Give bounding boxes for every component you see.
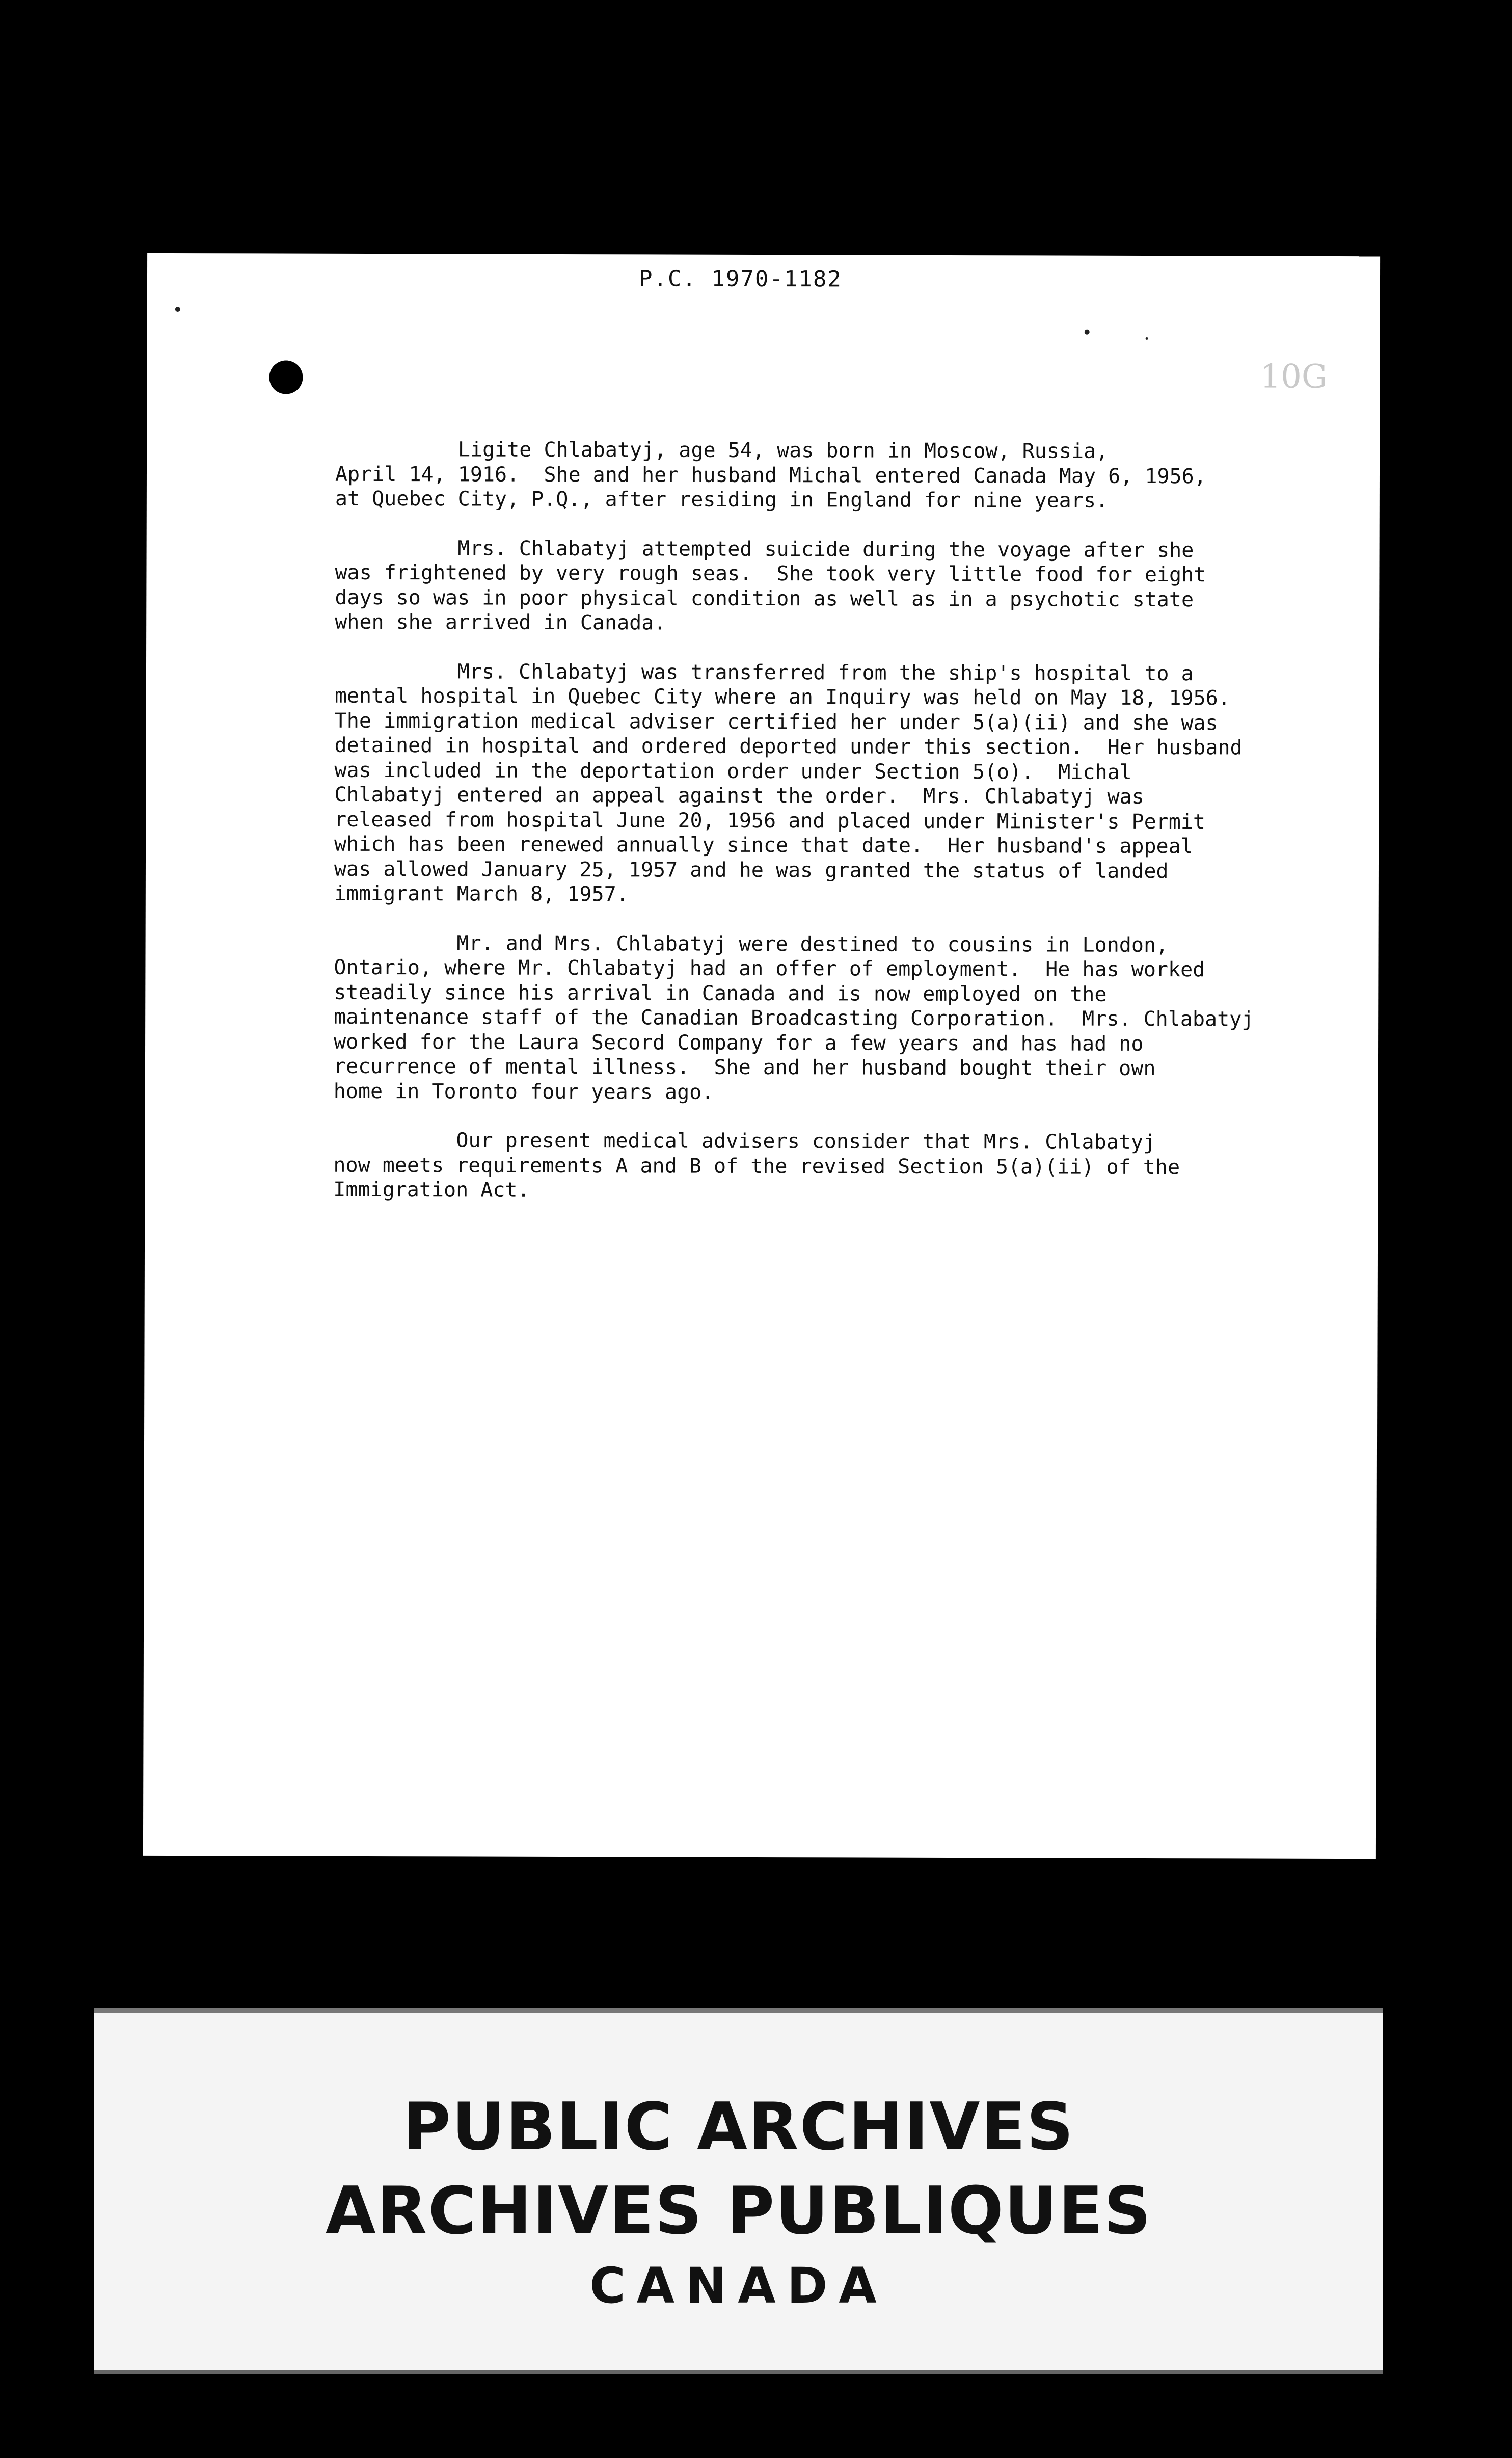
punch-hole bbox=[269, 360, 303, 394]
speck bbox=[1146, 337, 1148, 340]
paragraph: Mrs. Chlabatyj attempted suicide during the voyage after she was frightened by very rough seas. She took very little food for eight days so was in poor physical condition as well as in a psychotic state when she arrived in Canada. bbox=[335, 536, 1206, 635]
paragraph: Mrs. Chlabatyj was transferred from the ship's hospital to a mental hospital in Quebec City where an Inquiry was held on May 18, 1956. The immigration medical adviser certified her under 5(a)(ii) and she was detained in hospital and ordered deported under this section. Her husband was included in the deportation order under Section 5(o). Michal Chlabatyj entered an appeal against the order. Mrs. Chlabatyj was released from hospital June 20, 1956 and placed under Minister's Permit which has been renewed annually since that date. Her husband's appeal was allowed January 25, 1957 and he was granted the status of landed immigrant March 8, 1957. bbox=[334, 659, 1243, 906]
document-header: P.C. 1970-1182 bbox=[638, 265, 842, 292]
speck bbox=[175, 307, 180, 312]
document-page bbox=[143, 253, 1380, 1859]
stamp-line: CANADA bbox=[589, 2257, 888, 2314]
speck bbox=[1085, 330, 1090, 335]
archives-stamp bbox=[94, 2008, 1383, 2374]
document-body bbox=[333, 437, 1254, 1229]
paragraph: Mr. and Mrs. Chlabatyj were destined to cousins in London, Ontario, where Mr. Chlabatyj had an offer of employment. He has worked steadily since his arrival in Canada and is now employed on the maintenance staff of the Canadian Broadcasting Corporation. Mrs. Chlabatyj worked for the Laura Secord Company for a few years and has had no recurrence of mental illness. She and her husband bought their own home in Toronto four years ago. bbox=[333, 931, 1254, 1104]
paragraph: Our present medical advisers consider that Mrs. Chlabatyj now meets requirements A and B of the revised Section 5(a)(ii) of the Immigration Act. bbox=[333, 1128, 1180, 1202]
folio-number: 10G bbox=[1260, 358, 1328, 396]
paragraph: Ligite Chlabatyj, age 54, was born in Moscow, Russia, April 14, 1916. She and her husband Michal entered Canada May 6, 1956, at Quebec City, P.Q., after residing in England for nine years. bbox=[335, 437, 1206, 513]
stamp-line: ARCHIVES PUBLIQUES bbox=[325, 2173, 1152, 2249]
stamp-line: PUBLIC ARCHIVES bbox=[403, 2089, 1074, 2165]
